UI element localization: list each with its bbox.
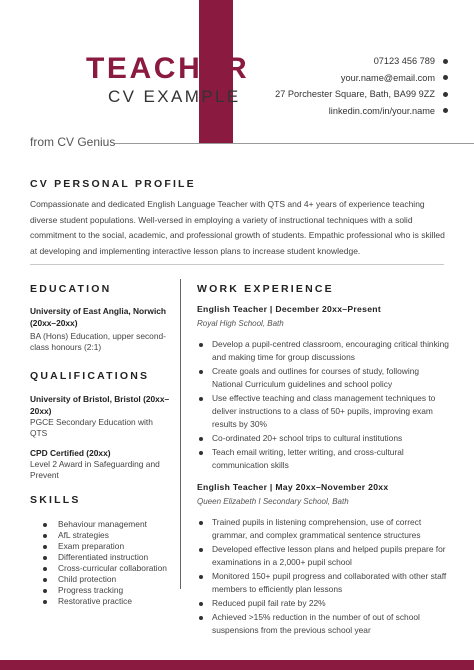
job-title: English Teacher | December 20xx–Present [197,304,381,314]
list-item: Developed effective lesson plans and helped pupils prepare for examinations in a 2,000+ pupil school [197,543,452,569]
list-item: Differentiated instruction [30,552,170,563]
education-entry [30,305,170,353]
column-divider [180,279,181,589]
job-employer: Queen Elizabeth I Secondary School, Bath [197,497,349,506]
list-item: Develop a pupil-centred classroom, encouraging critical thinking and making time for group discussions [197,338,452,364]
profile-heading: CV PERSONAL PROFILE [30,178,196,190]
bullet-icon [443,75,448,80]
list-item: Child protection [30,574,170,585]
contact-email[interactable]: your.name@email.com [238,70,448,86]
job-employer: Royal High School, Bath [197,319,284,328]
qualifications-heading: QUALIFICATIONS [30,370,150,382]
qualification-entry [30,393,170,439]
list-item: Restorative practice [30,596,170,607]
contact-address: 27 Porchester Square, Bath, BA99 9ZZ [238,86,448,102]
list-item: Trained pupils in listening comprehension, use of correct grammar, and complex grammatical sentence structures [197,516,452,542]
bullet-icon [443,92,448,97]
footer-bar [0,660,474,670]
qualification-name: CPD Certified (20xx) [30,448,111,458]
list-item: Achieved >15% reduction in the number of out of school suspensions from the previous school year [197,611,452,637]
job-duties [197,516,452,637]
job-title: English Teacher | May 20xx–November 20xx [197,482,389,492]
list-item: Monitored 150+ pupil progress and collaborated with other staff members to efficiently plan lessons [197,570,452,596]
education-heading: EDUCATION [30,283,112,295]
bullet-icon [443,108,448,113]
education-degree: BA (Hons) Education, upper second-class honours (2:1) [30,331,166,352]
qualification-detail: Level 2 Award in Safeguarding and Prevent [30,459,160,480]
work-heading: WORK EXPERIENCE [197,283,334,295]
education-school: University of East Anglia, Norwich (20xx–20xx) [30,306,167,328]
page-subtitle: CV EXAMPLE [108,87,241,106]
job-entry [197,481,452,638]
skills-heading: SKILLS [30,494,81,506]
contact-block [238,53,448,119]
list-item: Cross-curricular collaboration [30,563,170,574]
job-duties [197,338,452,472]
section-divider [30,264,444,265]
job-entry [197,303,452,473]
qualification-detail: PGCE Secondary Education with QTS [30,417,153,438]
list-item: Teach email writing, letter writing, and cross-cultural communication skills [197,446,452,472]
bullet-icon [443,59,448,64]
from-rule [115,143,185,144]
list-item: Use effective teaching and class management techniques to deliver instructions to a class of 50+ pupils, improving exam results by 30% [197,392,452,431]
page-title: TEACHER [86,52,250,85]
qualification-name: University of Bristol, Bristol (20xx–20xx) [30,394,170,416]
skills-list [30,519,170,607]
contact-phone: 07123 456 789 [238,53,448,69]
list-item: Reduced pupil fail rate by 22% [197,597,452,610]
qualification-entry [30,447,170,481]
list-item: AfL strategies [30,530,170,541]
list-item: Create goals and outlines for courses of study, following National Curriculum guidelines and school policy [197,365,452,391]
list-item: Behaviour management [30,519,170,530]
contact-linkedin[interactable]: linkedin.com/in/your.name [238,103,448,119]
list-item: Progress tracking [30,585,170,596]
source-credit: from CV Genius [30,135,116,149]
list-item: Co-ordinated 20+ school trips to cultural institutions [197,432,452,445]
list-item: Exam preparation [30,541,170,552]
profile-text: Compassionate and dedicated English Language Teacher with QTS and 4+ years of experience teaching diverse student populations. Well-versed in employing a variety of instructional techniques with a solid commitment to the social, academic, and professional growth of students. Empathic professional who is skilled at developing and implementing interactive lesson plans to increase student knowledge. [30,199,445,256]
